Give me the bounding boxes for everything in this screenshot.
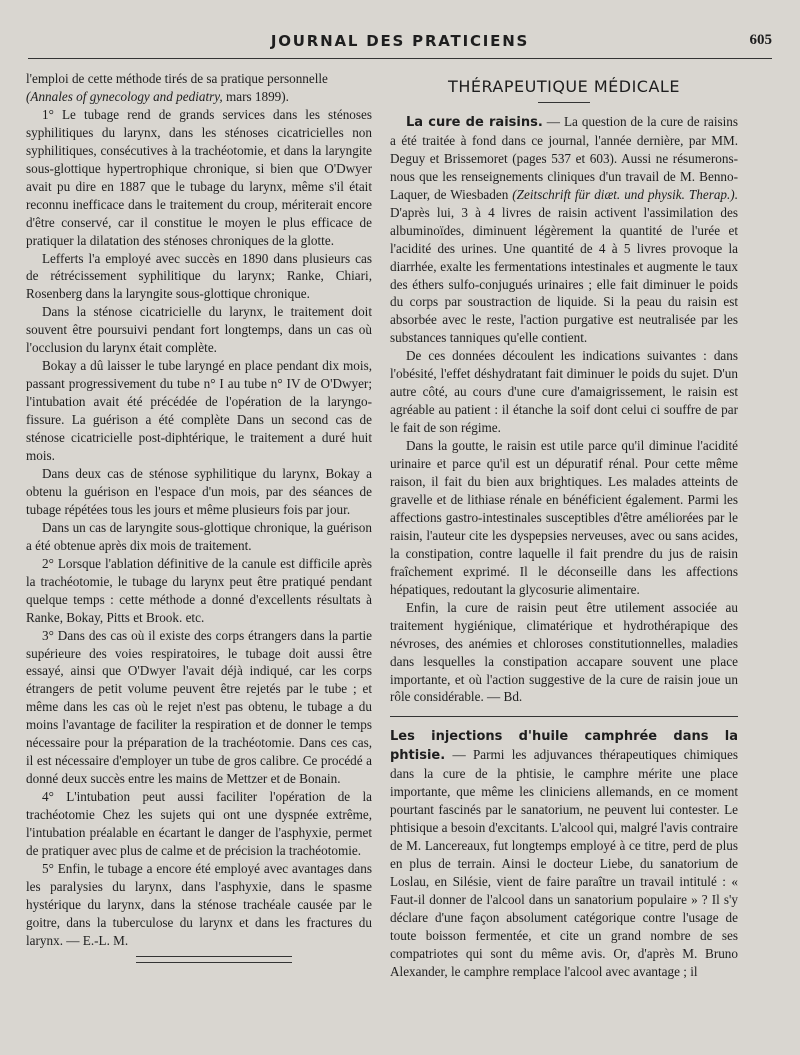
paragraph: 2° Lorsque l'ablation définitive de la canule est difficile après la trachéotomie, le tubage du larynx peut être pratiqué pendant quelque temps : cette méthode a donné d'excellents résultats à Ranke, Bokay, Pitts et Brook. etc. xyxy=(26,555,372,625)
paragraph: Enfin, la cure de raisin peut être utilement associée au traitement hygiénique, climatérique et hydrothérapique des névroses, des anémies et chloroses constitutionnelles, maladies dans lesquelles la constipation accapare souvent une place importante, et où l'action suggestive de la cure de raisin joue un rôle considérable. — Bd. xyxy=(390,599,738,705)
paragraph: 3° Dans des cas où il existe des corps étrangers dans la partie supérieure des voies respiratoires, le tubage doit aussi être essayé, ainsi que O'Dwyer l'avait déjà indiqué, car les corps étrangers de petit volume peuvent être rejetés par le tube ; et même dans les cas où le rejet n'est pas obtenu, le tubage a du moins l'avantage de faciliter la respiration et de donner le temps nécessaire pour la préparation de la trachéotomie. Dans ces cas, il est nécessaire d'employer un tube de gros calibre. Ce procédé a donné deux succès entre les mains de Mettzer et de Bonain. xyxy=(26,627,372,787)
left-column xyxy=(26,70,372,963)
section-title: THÉRAPEUTIQUE MÉDICALE xyxy=(448,77,680,96)
paragraph: Bokay a dû laisser le tube laryngé en place pendant dix mois, passant progressivement du tube n° I au tube n° IV de O'Dwyer; l'intubation avait été précédée de l'opération de la laryngo-fissure. La guérison a été complète Dans un second cas de sténose cicatricielle post-diphtérique, le traitement a duré huit mois. xyxy=(26,358,372,464)
paragraph: De ces données découlent les indications suivantes : dans l'obésité, l'effet déshydratant fait diminuer le poids du sujet. D'un autre côté, au cours d'une cure d'amaigrissement, le raisin est agréable au patient : il étanche la soif dont celui ci souffre de par le fait de son régime. xyxy=(390,348,738,436)
article-intro: Les injections d'huile camphrée dans la phtisie. — Parmi les adjuvances thérapeutiques chimiques dans la cure de la phtisie, le camphre mérite une place importante, que même les cliniciens allemands, en ce moment pourtant fascinés par le sanatorium, ne peuvent lui contester. Le phtisique a besoin d'excitants. L'alcool qui, malgré l'avis contraire de M. Lancereaux, fut longtemps employé à ce titre, perd de plus en plus de terrain. Ainsi le docteur Liebe, du sanatorium de Loslau, en Silésie, vient de faire paraître un travail intitulé : « Faut-il donner de l'alcool dans un sanatorium populaire » ? Il s'y déclare d'une façon absolument catégorique contre l'usage de toute boisson fermentée, et cite un grand nombre de ses compatriotes qui sont du même avis. Or, d'après M. Bruno Alexander, le camphre remplace l'alcool avec avantage ; il xyxy=(390,729,738,979)
article-title: La cure de raisins. xyxy=(406,114,543,130)
paragraph: 4° L'intubation peut aussi faciliter l'opération de la trachéotomie Chez les sujets qui ont une dyspnée extrême, l'intubation préalable en écartant le danger de l'asphyxie, permet de pratiquer avec plus de calme et de précision la trachéotomie. xyxy=(26,789,372,858)
paragraph: 1° Le tubage rend de grands services dans les sténoses syphilitiques du larynx, dans les sténoses cicatricielles non syphilitiques, consécutives à la trachéotomie, et dans la laryngite sous-glottique hypertrophique chronique, si bien que O'Dwyer avait pu dire en 1887 que le tubage du larynx, même s'il était reconnu inefficace dans le traitement du croup, mériterait encore d'être conservé, car il constitue le moyen le plus efficace de pratiquer la dilatation des sténoses chroniques de la glotte. xyxy=(26,106,372,248)
paragraph: Dans un cas de laryngite sous-glottique chronique, la guérison a été obtenue après dix mois de traitement. xyxy=(26,519,372,553)
paragraph: 5° Enfin, le tubage a encore été employé avec avantages dans les paralysies du larynx, dans l'asphyxie, dans le spasme hystérique du larynx, dans la sténose trachéale causée par le goitre, dans la tuberculose du larynx et dans les fractures du larynx. — E.-L. M. xyxy=(26,860,372,948)
paragraph: l'emploi de cette méthode tirés de sa pratique personnelle (Annales of gynecology and pediatry, mars 1899). xyxy=(26,71,328,104)
right-column xyxy=(390,70,738,981)
page-number: 605 xyxy=(749,32,772,48)
page-header xyxy=(28,30,772,59)
article-intro: La cure de raisins. — La question de la cure de raisins a été traitée à fond dans ce journal, l'année dernière, par MM. Deguy et Brissemoret (pages 537 et 603). Aussi ne résumerons-nous que les renseignements cliniques d'un travail de M. Benno-Laquer, de Wiesbaden (Zeitschrift für diæt. und physik. Therap.). D'après lui, 3 à 4 livres de raisin activent l'assimilation des albuminoïdes, diminuent légèrement la quantité de l'urée et l'acidité des urines. Une quantité de 4 à 5 livres provoque la diarrhée, exalte les fermentations intestinales et augmente le taux des éthers sulfo-conjugués urinaires ; elle fait diminuer le poids du corps par soustraction de liquide. Si la peau du raisin est absorbée avec le reste, l'action purgative est neutralisée par les substances tanniques qu'elle contient. xyxy=(390,113,738,346)
article-title: Les injections d'huile camphrée dans la phtisie. xyxy=(390,729,738,764)
section-rule xyxy=(538,102,590,103)
citation: (Annales of gynecology and pediatry, xyxy=(26,88,223,104)
paragraph: Dans la sténose cicatricielle du larynx, le traitement doit souvent être poursuivi pendant fort longtemps, dans un cas où l'occlusion du larynx était complète. xyxy=(26,304,372,356)
journal-reference: (Zeitschrift für diæt. und physik. Therap.). xyxy=(512,186,738,202)
article-divider xyxy=(390,716,738,717)
paragraph: Dans deux cas de sténose syphilitique du larynx, Bokay a obtenu la guérison en l'espace d'un mois, par des séances de tubage répétées tous les jours et même plusieurs fois par jour. xyxy=(26,465,372,517)
end-rule xyxy=(136,956,292,963)
paragraph: Lefferts l'a employé avec succès en 1890 dans plusieurs cas de rétrécissement syphilitique du larynx; Ranke, Chiari, Rosenberg dans la laryngite sous-glottique chronique. xyxy=(26,250,372,302)
journal-title: JOURNAL DES PRATICIENS xyxy=(270,32,530,50)
paragraph: Dans la goutte, le raisin est utile parce qu'il diminue l'acidité urinaire et parce qu'il est un dépuratif rénal. Pour cette même raison, il fait du bien aux brightiques. Les malades atteints de gravelle et de lithiase rénale en bénéficient également. Parmi les affections gastro-intestinales susceptibles d'être améliorées par le raisin, l'auteur cite les dyspepsies nerveuses, avec ou sans acides, la constipation, contre laquelle il fait prendre du jus de raisin fraîchement exprimé. Il le déconseille dans les affections hépatiques, redoutant la glycosurie alimentaire. xyxy=(390,438,738,597)
